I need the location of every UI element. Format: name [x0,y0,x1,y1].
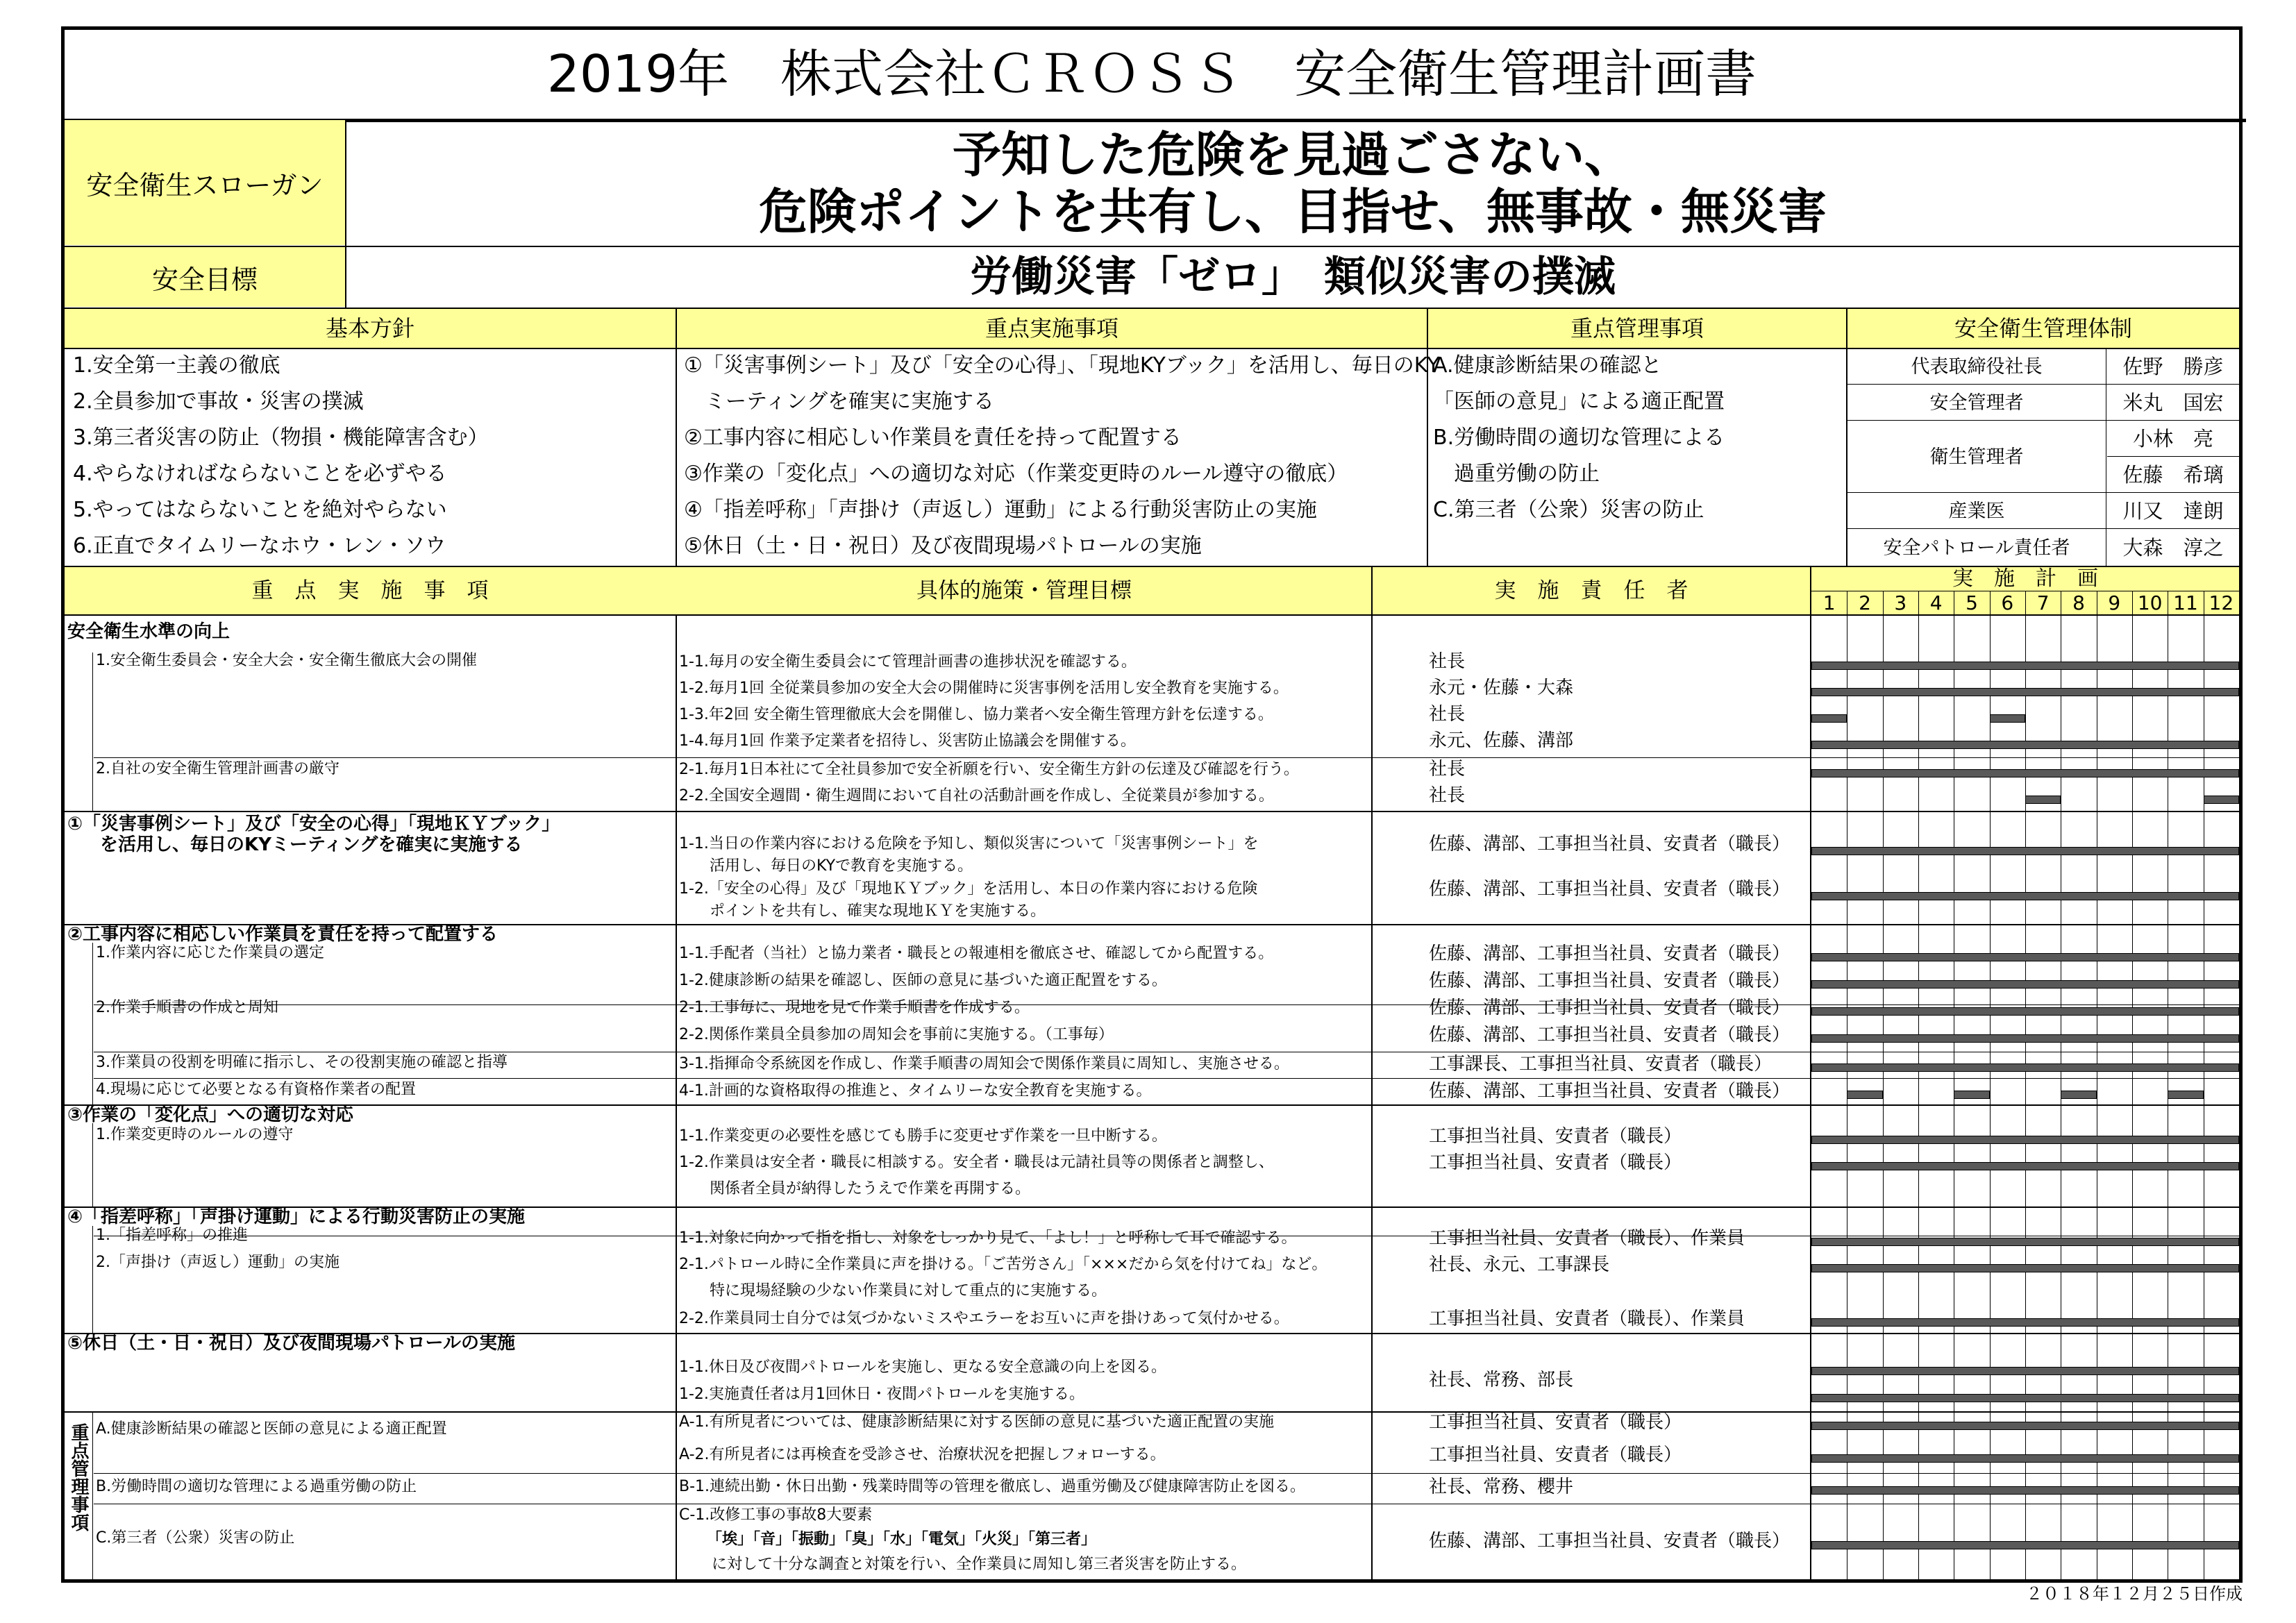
measure-item: 1-1.対象に向かって指を指し、対象をしっかり見て、「よし！」と呼称して耳で確認する。 [679,1229,1297,1247]
section-title: 安全衛生水準の向上 [67,621,231,642]
list-item: 5.やってはならないことを絶対やらない [73,498,447,522]
schedule-bar [1811,1422,2239,1430]
responsible-item: 永元・佐藤・大森 [1429,678,1574,698]
month-header-10: 10 [2137,591,2163,614]
table-header-responsible: 実 施 責 任 者 [1494,578,1689,603]
section-item: 1.安全衛生委員会・安全大会・安全衛生徹底大会の開催 [96,652,477,669]
schedule-bar [1811,714,1847,723]
month-divider [2132,591,2133,1583]
month-header-5: 5 [1966,591,1978,614]
section-item: 1.「指差呼称」の推進 [96,1227,248,1244]
measure-item: A-1.有所見者については、健康診断結果に対する医師の意見に基づいた適正配置の実施 [679,1413,1275,1431]
org-name: 大森 淳之 [2122,535,2224,560]
schedule-bar [1811,847,2239,855]
section-title: ⑤休日（土・日・祝日）及び夜間現場パトロールの実施 [67,1333,515,1354]
measure-item: 1-2.健康診断の結果を確認し、医師の意見に基づいた適正配置をする。 [679,972,1167,989]
measure-item: A-2.有所見者には再検査を受診させ、治療状況を把握しフォローする。 [679,1446,1166,1463]
month-header-6: 6 [2001,591,2014,614]
created-date: ２０１８年１２月２５日作成 [2026,1584,2243,1604]
month-header-11: 11 [2173,591,2198,614]
table-header-items: 重 点 実 施 事 項 [251,578,489,603]
responsible-item: 佐藤、溝部、工事担当社員、安責者（職長） [1429,1025,1791,1045]
measure-item: 活用し、毎日のKYで教育を実施する。 [679,857,973,875]
month-divider [1883,591,1884,1583]
measure-item: 3-1.指揮命令系統図を作成し、作業手順書の周知会で関係作業員に周知し、実施させる。 [679,1055,1289,1073]
list-item: 6.正直でタイムリーなホウ・レン・ソウ [73,534,446,558]
responsible-item: 工事担当社員、安責者（職長） [1429,1412,1682,1433]
responsible-item: 佐藤、溝部、工事担当社員、安責者（職長） [1429,879,1791,900]
measure-item: 1-2.作業員は安全者・職長に相談する。安全者・職長は元請社員等の関係者と調整し、 [679,1154,1274,1171]
schedule-bar [1811,769,2239,777]
measure-item: に対して十分な調査と対策を行い、全作業員に周知し第三者災害を防止する。 [712,1556,1247,1573]
org-role: 産業医 [1948,500,2005,522]
side-label-priority-management: 重点管理事項 [68,1423,89,1531]
table-header-plan: 実 施 計 画 [1952,566,2098,591]
measure-item: 「埃」「音」「振動」「臭」「水」「電気」「火災」「第三者」 [707,1531,1097,1548]
org-name: 佐藤 希璃 [2122,462,2224,487]
schedule-bar [2204,796,2239,804]
month-header-7: 7 [2036,591,2050,614]
slogan-line-1: 予知した危険を見過ごさない、 [953,126,1633,183]
schedule-bar [1811,1486,2239,1495]
page-title: 2019年 株式会社ＣＲＯＳＳ 安全衛生管理計画書 [546,44,1757,104]
section-item: A.健康診断結果の確認と医師の意見による適正配置 [96,1420,447,1438]
responsible-item: 佐藤、溝部、工事担当社員、安責者（職長） [1429,998,1791,1018]
responsible-item: 佐藤、溝部、工事担当社員、安責者（職長） [1429,943,1791,964]
schedule-bar [1811,688,2239,696]
measure-item: ポイントを共有し、確実な現地ＫＹを実施する。 [679,902,1046,920]
measure-item: 1-2.実施責任者は月1回休日・夜間パトロールを実施する。 [679,1386,1085,1403]
section-item: 2.作業手順書の作成と周知 [96,999,278,1016]
schedule-bar [1811,1394,2239,1402]
schedule-bar [1811,1264,2239,1272]
measure-item: 1-4.毎月1回 作業予定業者を招待し、災害防止協議会を開催する。 [679,732,1136,750]
schedule-bar [1811,662,2239,670]
list-item: 4.やらなければならないことを必ずやる [73,462,447,486]
list-item: ミーティングを確実に実施する [684,389,994,414]
schedule-bar [1811,980,2239,989]
responsible-item: 永元、佐藤、溝部 [1429,730,1574,751]
schedule-bar [1811,1454,2239,1463]
schedule-bar [1811,953,2239,961]
header-organization: 安全衛生管理体制 [1954,315,2132,342]
schedule-bar [1811,892,2239,900]
measure-item: 2-2.作業員同士自分では気づかないミスやエラーをお互いに声を掛けあって気付かせる。 [679,1310,1289,1327]
list-item: ⑤休日（土・日・祝日）及び夜間現場パトロールの実施 [684,534,1202,558]
measure-item: 2-1.毎月1日本社にて全社員参加で安全祈願を行い、安全衛生方針の伝達及び確認を行う。 [679,761,1299,778]
month-header-8: 8 [2072,591,2085,614]
section-item: 4.現場に応じて必要となる有資格作業者の配置 [96,1081,416,1098]
month-header-4: 4 [1929,591,1943,614]
list-item: B.労働時間の適切な管理による [1433,426,1725,450]
month-header-9: 9 [2108,591,2121,614]
section-title: ①「災害事例シート」及び「安全の心得」「現地ＫＹブック」 [67,814,560,834]
schedule-bar [1954,1091,1989,1099]
org-name: 川又 達朗 [2122,498,2224,523]
section-item: 1.作業変更時のルールの遵守 [96,1126,294,1143]
measure-item: 1-1.手配者（当社）と協力業者・職長との報連相を徹底させ、確認してから配置する。 [679,945,1274,962]
measure-item: 2-2.関係作業員全員参加の周知会を事前に実施する。（工事毎） [679,1026,1114,1043]
list-item: 2.全員参加で事故・災害の撲滅 [73,389,364,414]
month-header-1: 1 [1822,591,1836,614]
table-header-measures: 具体的施策・管理目標 [916,578,1132,603]
section-title: ②工事内容に相応しい作業員を責任を持って配置する [67,924,498,945]
responsible-item: 工事担当社員、安責者（職長）、作業員 [1429,1228,1745,1249]
org-role: 衛生管理者 [1929,446,2024,468]
responsible-item: 佐藤、溝部、工事担当社員、安責者（職長） [1429,1531,1791,1551]
section-item: B.労働時間の適切な管理による過重労働の防止 [96,1478,417,1495]
responsible-item: 佐藤、溝部、工事担当社員、安責者（職長） [1429,970,1791,991]
measure-item: 1-2.毎月1回 全従業員参加の安全大会の開催時に災害事例を活用し安全教育を実施する。 [679,680,1289,697]
month-header-3: 3 [1894,591,1907,614]
header-basic-policy: 基本方針 [325,315,414,342]
measure-item: 4-1.計画的な資格取得の推進と、タイムリーな安全教育を実施する。 [679,1082,1152,1100]
measure-item: C-1.改修工事の事故8大要素 [679,1506,873,1524]
org-name: 佐野 勝彦 [2122,354,2224,378]
list-item: ③作業の「変化点」への適切な対応（作業変更時のルール遵守の徹底） [684,462,1348,486]
slogan-label: 安全衛生スローガン [65,120,345,245]
org-role: 代表取締役社長 [1911,355,2043,378]
org-name: 小林 亮 [2132,426,2213,451]
list-item: 過重労働の防止 [1433,462,1600,486]
schedule-bar [1811,1238,2239,1246]
list-item: ①「災害事例シート」及び「安全の心得」、「現地KYブック」を活用し、毎日のKY [684,353,1440,378]
responsible-item: 佐藤、溝部、工事担当社員、安責者（職長） [1429,834,1791,855]
schedule-bar [1811,1063,2239,1072]
section-item: C.第三者（公衆）災害の防止 [96,1529,295,1547]
schedule-bar [1811,1007,2239,1016]
measure-item: 関係者全員が納得したうえで作業を再開する。 [679,1180,1031,1197]
month-header-2: 2 [1859,591,1871,614]
responsible-item: 工事課長、工事担当社員、安責者（職長） [1429,1054,1773,1075]
measure-item: B-1.連続出勤・休日出勤・残業時間等の管理を徹底し、過重労働及び健康障害防止を図る。 [679,1478,1306,1495]
org-role: 安全管理者 [1929,392,2024,414]
responsible-item: 工事担当社員、安責者（職長） [1429,1126,1682,1147]
measure-item: 1-1.休日及び夜間パトロールを実施し、更なる安全意識の向上を図る。 [679,1359,1167,1376]
schedule-bar [1990,714,2025,723]
responsible-item: 佐藤、溝部、工事担当社員、安責者（職長） [1429,1081,1791,1102]
measure-item: 1-1.作業変更の必要性を感じても勝手に変更せず作業を一旦中断する。 [679,1127,1167,1145]
responsible-item: 社長 [1429,704,1466,725]
schedule-bar [2061,1091,2096,1099]
list-item: 1.安全第一主義の徹底 [73,353,280,378]
section-title: ④「指差呼称」「声掛け運動」による行動災害防止の実施 [67,1206,526,1227]
schedule-bar [1811,1367,2239,1375]
section-title: ③作業の「変化点」への適切な対応 [67,1104,354,1125]
section-title: を活用し、毎日のKYミーティングを確実に実施する [82,834,523,855]
responsible-item: 社長、常務、部長 [1429,1370,1574,1390]
slogan-line-2: 危険ポイントを共有し、目指せ、無事故・無災害 [759,183,1827,240]
schedule-bar [1811,741,2239,749]
measure-item: 1-2.「安全の心得」及び「現地ＫＹブック」を活用し、本日の作業内容における危険 [679,880,1258,898]
responsible-item: 社長 [1429,651,1466,672]
responsible-item: 社長 [1429,759,1466,780]
goal-text: 労働災害「ゼロ」 類似災害の撲滅 [970,253,1616,301]
measure-item: 1-1.当日の作業内容における危険を予知し、類似災害について「災害事例シート」を [679,835,1259,852]
header-priority-items: 重点実施事項 [984,315,1118,342]
responsible-item: 社長、常務、櫻井 [1429,1477,1574,1497]
measure-item: 1-3.年2回 安全衛生管理徹底大会を開催し、協力業者へ安全衛生管理方針を伝達する。 [679,706,1273,723]
month-divider [2025,591,2026,1583]
schedule-bar [1847,1091,1882,1099]
schedule-bar [1811,1034,2239,1043]
org-role: 安全パトロール責任者 [1883,537,2070,559]
month-divider [1990,591,1991,1583]
section-item: 2.「声掛け（声返し）運動」の実施 [96,1254,340,1271]
measure-item: 2-1.工事毎に、現地を見て作業手順書を作成する。 [679,999,1030,1016]
responsible-item: 工事担当社員、安責者（職長） [1429,1445,1682,1465]
schedule-bar [2025,796,2061,804]
schedule-bar [1811,1136,2239,1144]
list-item: ②工事内容に相応しい作業員を責任を持って配置する [684,426,1182,450]
measure-item: 2-2.全国安全週間・衛生週間において自社の活動計画を作成し、全従業員が参加する。 [679,787,1274,805]
schedule-bar [1811,1541,2239,1549]
list-item: 「医師の意見」による適正配置 [1433,389,1725,414]
schedule-bar [2168,1091,2203,1099]
measure-item: 特に現場経験の少ない作業員に対して重点的に実施する。 [679,1282,1107,1300]
section-item: 3.作業員の役割を明確に指示し、その役割実施の確認と指導 [96,1054,508,1071]
org-name: 米丸 国宏 [2122,390,2224,414]
responsible-item: 工事担当社員、安責者（職長）、作業員 [1429,1309,1745,1329]
header-priority-management: 重点管理事項 [1570,315,1704,342]
schedule-bar [1811,1162,2239,1170]
responsible-item: 社長、永元、工事課長 [1429,1254,1610,1275]
section-item: 2.自社の安全衛生管理計画書の厳守 [96,760,340,777]
list-item: A.健康診断結果の確認と [1433,353,1662,378]
schedule-bar [1811,1318,2239,1327]
month-header-12: 12 [2209,591,2234,614]
list-item: C.第三者（公衆）災害の防止 [1433,498,1704,522]
responsible-item: 社長 [1429,785,1466,806]
goal-label: 安全目標 [65,247,345,307]
measure-item: 1-1.毎月の安全衛生委員会にて管理計画書の進捗状況を確認する。 [679,653,1137,671]
measure-item: 2-1.パトロール時に全作業員に声を掛ける。「ご苦労さん」「×××だから気を付けてね」など。 [679,1256,1327,1273]
list-item: 3.第三者災害の防止（物損・機能障害含む） [73,426,489,450]
responsible-item: 工事担当社員、安責者（職長） [1429,1152,1682,1173]
list-item: ④「指差呼称」「声掛け（声返し）運動」による行動災害防止の実施 [684,498,1317,522]
month-divider [1918,591,1919,1583]
section-item: 1.作業内容に応じた作業員の選定 [96,944,324,961]
